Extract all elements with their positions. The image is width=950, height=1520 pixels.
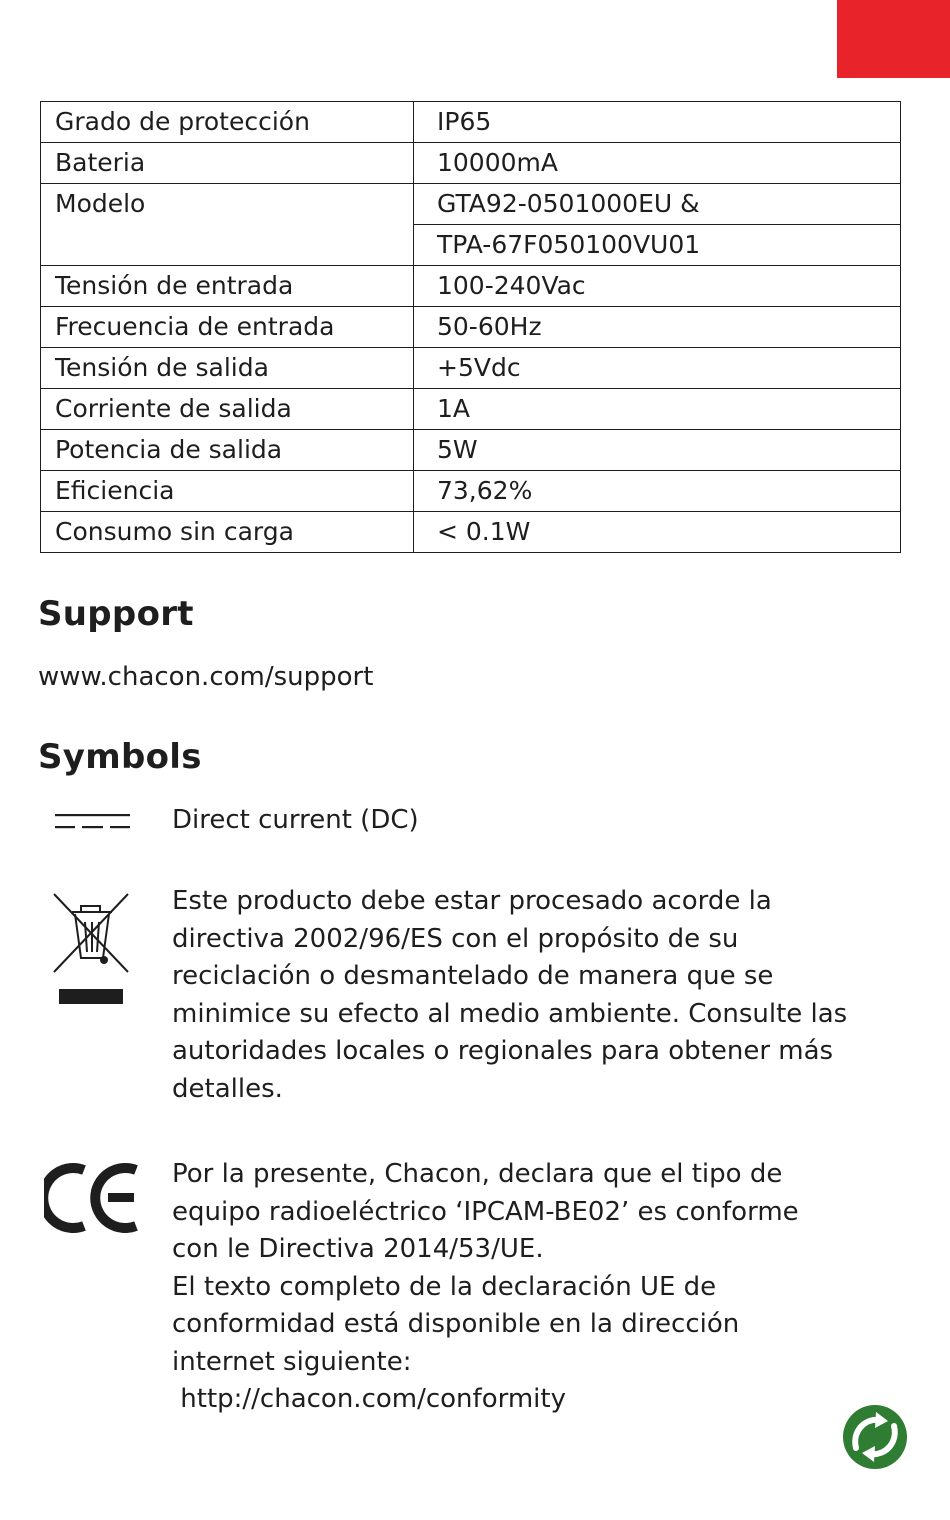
text-line: equipo radioeléctrico ‘IPCAM-BE02’ es conforme	[172, 1196, 799, 1227]
spec-label	[41, 225, 414, 266]
spec-label: Frecuencia de entrada	[41, 307, 414, 348]
text-line: conformidad está disponible en la dirección	[172, 1309, 740, 1339]
spec-value: 100-240Vac	[414, 266, 901, 307]
table-row	[41, 430, 901, 471]
text-line: Este producto debe estar procesado acorde la	[172, 886, 772, 916]
spec-value: IP65	[414, 102, 901, 143]
text-line: con le Directiva 2014/53/UE.	[172, 1234, 544, 1264]
text-line: autoridades locales o regionales para obtener más	[172, 1036, 834, 1066]
spec-value: 73,62%	[414, 471, 901, 512]
spec-label: Tensión de entrada	[41, 266, 414, 307]
text-line: Por la presente, Chacon, declara que el tipo de	[172, 1159, 783, 1189]
spec-value: 50-60Hz	[414, 307, 901, 348]
text-line: minimice su efecto al medio ambiente. Consulte las	[172, 998, 848, 1029]
symbols-heading: Symbols	[38, 737, 202, 777]
spec-label: Potencia de salida	[41, 430, 414, 471]
table-row	[41, 471, 901, 512]
spec-label: Bateria	[41, 143, 414, 184]
ce-declaration	[172, 1156, 932, 1419]
spec-label: Corriente de salida	[41, 389, 414, 430]
table-row	[41, 225, 901, 266]
spec-value: GTA92-0501000EU &	[414, 184, 901, 225]
spec-label: Grado de protección	[41, 102, 414, 143]
spec-label: Consumo sin carga	[41, 512, 414, 553]
table-row	[41, 143, 901, 184]
spec-value: 5W	[414, 430, 901, 471]
spec-label: Eficiencia	[41, 471, 414, 512]
crossed-out-bin-icon	[52, 892, 132, 1008]
weee-description	[172, 883, 932, 1108]
spec-label: Tensión de salida	[41, 348, 414, 389]
spec-value: TPA-67F050100VU01	[414, 225, 901, 266]
conformity-link[interactable]: http://chacon.com/conformity	[172, 1384, 566, 1414]
text-line: reciclación o desmantelado de manera que se	[172, 961, 774, 991]
direct-current-icon	[55, 812, 130, 830]
support-link[interactable]: www.chacon.com/support	[38, 662, 374, 692]
brand-color-tab	[837, 0, 950, 78]
table-row	[41, 266, 901, 307]
table-row	[41, 512, 901, 553]
spec-value: +5Vdc	[414, 348, 901, 389]
spec-label: Modelo	[41, 184, 414, 225]
table-row	[41, 348, 901, 389]
support-heading: Support	[38, 594, 194, 634]
text-line: El texto completo de la declaración UE de	[172, 1271, 717, 1302]
dc-description: Direct current (DC)	[172, 805, 419, 835]
text-line: detalles.	[172, 1073, 283, 1104]
specifications-table	[40, 101, 901, 553]
text-line: internet siguiente:	[172, 1346, 412, 1377]
table-row	[41, 102, 901, 143]
spec-value: 10000mA	[414, 143, 901, 184]
spec-value: < 0.1W	[414, 512, 901, 553]
table-row	[41, 389, 901, 430]
table-row	[41, 184, 901, 225]
spec-value: 1A	[414, 389, 901, 430]
text-line: directiva 2002/96/ES con el propósito de su	[172, 923, 739, 954]
ce-mark-icon	[44, 1162, 142, 1234]
table-row	[41, 307, 901, 348]
green-dot-recycling-icon	[842, 1404, 908, 1470]
